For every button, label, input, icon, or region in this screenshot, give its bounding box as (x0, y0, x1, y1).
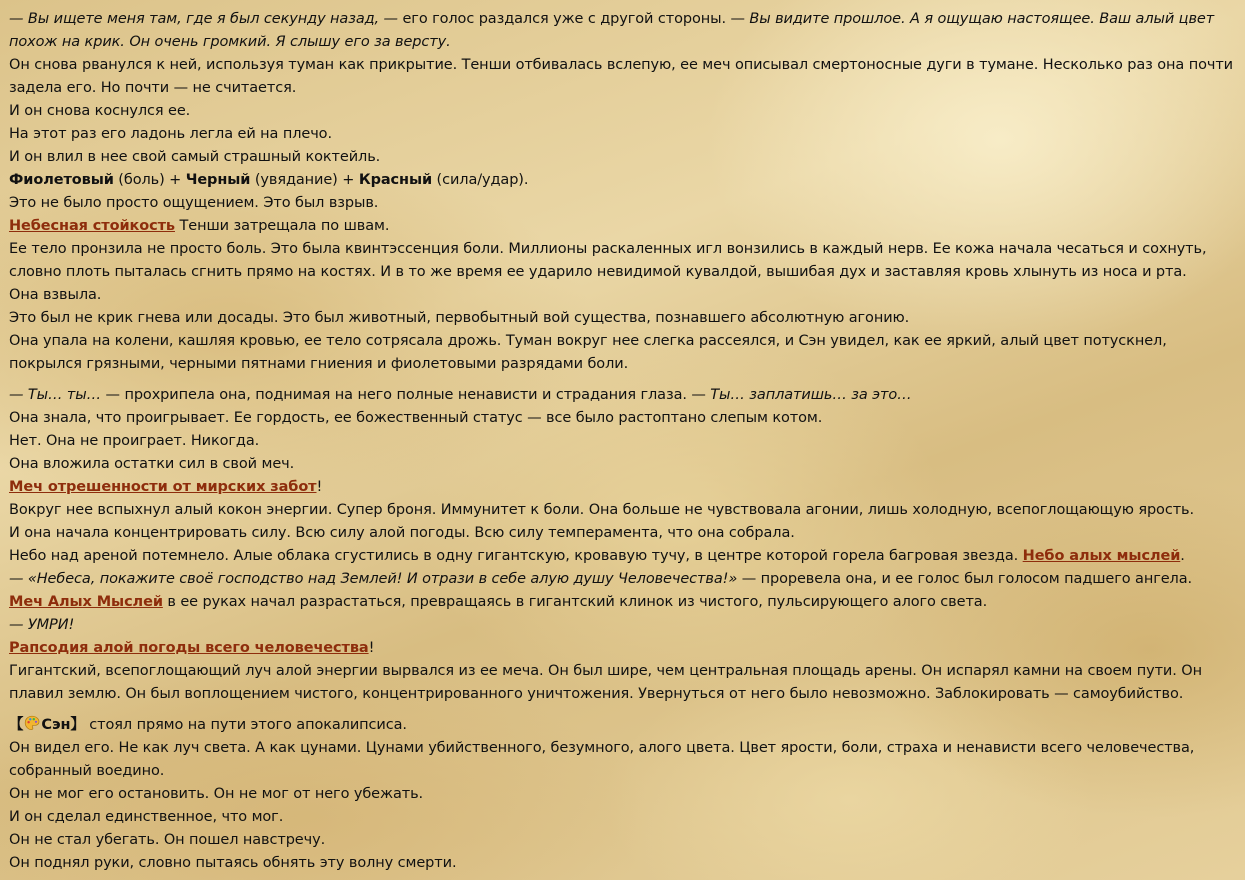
bold-color-word: Фиолетовый (9, 172, 114, 188)
skill-link[interactable]: Небо алых мыслей (1022, 548, 1181, 564)
paragraph: На этот раз его ладонь легла ей на плечо. (9, 126, 332, 142)
paragraph: Нет. Она не проиграет. Никогда. (9, 433, 260, 449)
narration: его голос раздался уже с другой стороны. — (397, 11, 750, 27)
bold-color-word: Черный (185, 172, 251, 188)
paragraph (9, 568, 1237, 591)
paragraph: И он влил в нее свой самый страшный коктейль. (9, 149, 381, 165)
paragraph: Он не мог его остановить. Он не мог от него убежать. (9, 786, 424, 802)
skill-link[interactable]: Меч Алых Мыслей (9, 594, 163, 610)
skill-link[interactable]: Меч отрешенности от мирских забот (9, 479, 317, 495)
paragraph (9, 476, 1237, 499)
narration: стоял прямо на пути этого апокалипсиса. (84, 717, 407, 733)
paragraph: И он сделал единственное, что мог. (9, 809, 284, 825)
narration: (боль) + (113, 172, 186, 188)
narration: ! (316, 479, 323, 495)
narration: Небо над ареной потемнело. Алые облака сгустились в одну гигантскую, кровавую тучу, в центре которой горела багровая звезда. (9, 548, 1023, 564)
paragraph: Вокруг нее вспыхнул алый кокон энергии. Супер броня. Иммунитет к боли. Она больше не чувствовала агонии, лишь холодную, всепоглощающую ярость. (9, 502, 1195, 518)
skill-link[interactable]: Рапсодия алой погоды всего человечества (9, 640, 369, 656)
paragraph: Он поднял руки, словно пытаясь обнять эту волну смерти. (9, 855, 457, 871)
italic-speech: Вы видите прошлое. А я ощущаю настоящее. Ваш алый цвет похож на крик. Он очень громкий. Я слышу его за версту. (9, 11, 1215, 50)
paragraph: Ее тело пронзила не просто боль. Это была квинтэссенция боли. Миллионы раскаленных игл вонзились в каждый нерв. Ее кожа начала чесаться и сохнуть, словно плоть пыталась сгнить прямо на костях. И в то же время ее ударило невидимой кувалдой, вышибая дух и заставляя кровь хлынуть из носа и рта. (9, 241, 1207, 280)
paragraph: — УМРИ! (9, 617, 75, 633)
paragraph (9, 8, 1237, 54)
palette-icon (24, 715, 40, 731)
paragraph: Это не было просто ощущением. Это был взрыв. (9, 195, 379, 211)
bracket-open: 【 (9, 717, 24, 733)
italic-speech: Ты… заплатишь… за это… (710, 387, 912, 403)
paragraph: Гигантский, всепоглощающий луч алой энергии вырвался из ее меча. Он был шире, чем центральная площадь арены. Он испарял камни на своем пути. Он плавил землю. Он был воплощением чистого, концентрированного уничтожения. Увернуться от него было невозможно. Заблокировать — самоубийство. (9, 663, 1202, 702)
paragraph: Она взвыла. (9, 287, 102, 303)
bold-color-word: Красный (358, 172, 433, 188)
paragraph (9, 215, 1237, 238)
paragraph: Она упала на колени, кашляя кровью, ее тело сотрясала дрожь. Туман вокруг нее слегка рассеялся, и Сэн увидел, как ее яркий, алый цвет потускнел, покрылся грязными, черными пятнами гниения и фиолетовыми разрядами боли. (9, 333, 1167, 372)
paragraph (9, 637, 1237, 660)
narration: ! (368, 640, 375, 656)
narration: в ее руках начал разрастаться, превращаясь в гигантский клинок из чистого, пульсирующего алого света. (162, 594, 988, 610)
paragraph (9, 591, 1237, 614)
chapter-text (9, 8, 1237, 875)
paragraph (9, 169, 1237, 192)
paragraph: Он не стал убегать. Он пошел навстречу. (9, 832, 326, 848)
paragraph: Она вложила остатки сил в свой меч. (9, 456, 295, 472)
italic-speech: — «Небеса, покажите своё господство над Землей! И отрази в себе алую душу Человечества!» (9, 571, 738, 587)
paragraph (9, 384, 1237, 407)
paragraph: Он видел его. Не как луч света. А как цунами. Цунами убийственного, безумного, алого цвета. Цвет ярости, боли, страха и ненависти всего человечества, собранный воедино. (9, 740, 1195, 779)
italic-speech: — Вы ищете меня там, где я был секунду назад, — (9, 11, 398, 27)
narration: — проревела она, и ее голос был голосом падшего ангела. (737, 571, 1192, 587)
paragraph: И она начала концентрировать силу. Всю силу алой погоды. Всю силу темперамента, что она собрала. (9, 525, 795, 541)
skill-link[interactable]: Небесная стойкость (9, 218, 175, 234)
narration: Тенши затрещала по швам. (174, 218, 390, 234)
narration: . (1180, 548, 1185, 564)
paragraph: И он снова коснулся ее. (9, 103, 191, 119)
narration: — прохрипела она, поднимая на него полные ненависти и страдания глаза. — (101, 387, 711, 403)
paragraph (9, 714, 1237, 737)
narration: (увядание) + (250, 172, 359, 188)
paragraph: Она знала, что проигрывает. Ее гордость, ее божественный статус — все было растоптано слепым котом. (9, 410, 823, 426)
narration: (сила/удар). (432, 172, 529, 188)
character-name: Сэн (41, 717, 71, 733)
name-tag (9, 717, 85, 733)
paragraph: Он снова рванулся к ней, используя туман как прикрытие. Тенши отбивалась вслепую, ее меч описывал смертоносные дуги в тумане. Несколько раз она почти задела его. Но почти — не считается. (9, 57, 1233, 96)
italic-speech: — Ты… ты… (9, 387, 102, 403)
bracket-close: 】 (70, 717, 85, 733)
paragraph: Это был не крик гнева или досады. Это был животный, первобытный вой существа, познавшего абсолютную агонию. (9, 310, 910, 326)
paragraph (9, 545, 1237, 568)
